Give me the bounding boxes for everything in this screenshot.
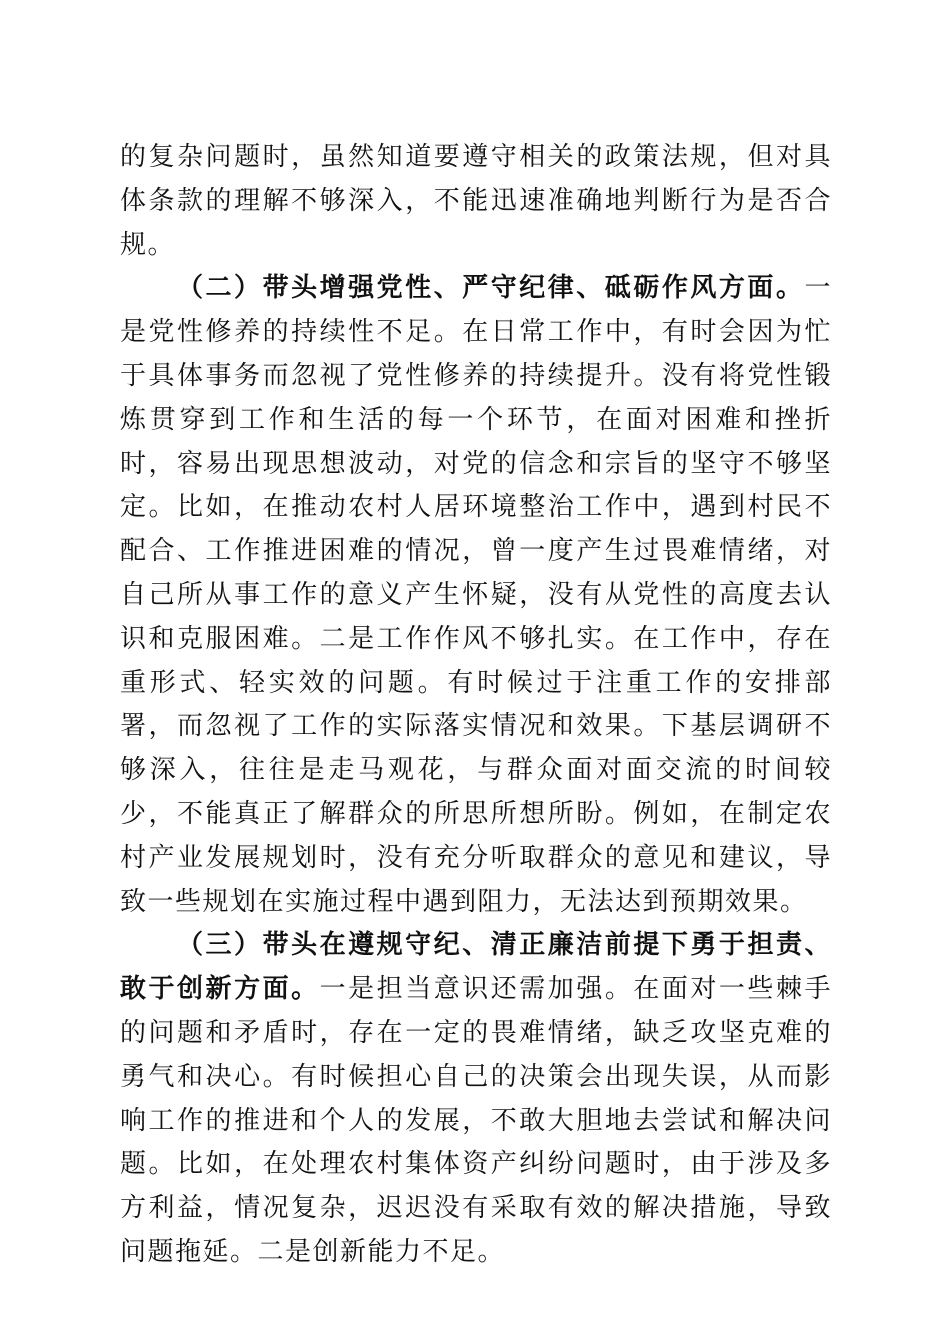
document-body — [120, 136, 832, 1275]
section-2-heading: （二）带头增强党性、严守纪律、砥砺作风方面。 — [177, 273, 805, 304]
paragraph-text: 的复杂问题时，虽然知道要遵守相关的政策法规，但对具体条款的理解不够深入，不能迅速准确地判断行为是否合规。 — [120, 142, 832, 260]
paragraph-section-2 — [120, 267, 832, 924]
paragraph-continuation — [120, 136, 832, 267]
section-3-heading: （三）带头在遵规守纪、清正廉洁前提下勇于担责、敢于创新方面。 — [120, 930, 832, 1005]
section-3-text: 一是担当意识还需加强。在面对一些棘手的问题和矛盾时，存在一定的畏难情绪，缺乏攻坚克难的勇气和决心。有时候担心自己的决策会出现失误，从而影响工作的推进和个人的发展，不敢大胆地去尝试和解决问题。比如，在处理农村集体资产纠纷问题时，由于涉及多方利益，情况复杂，迟迟没有采取有效的解决措施，导致问题拖延。二是创新能力不足。 — [120, 974, 832, 1267]
section-2-text: 一是党性修养的持续性不足。在日常工作中，有时会因为忙于具体事务而忽视了党性修养的持续提升。没有将党性锻炼贯穿到工作和生活的每一个环节，在面对困难和挫折时，容易出现思想波动，对党的信念和宗旨的坚守不够坚定。比如，在推动农村人居环境整治工作中，遇到村民不配合、工作推进困难的情况，曾一度产生过畏难情绪，对自己所从事工作的意义产生怀疑，没有从党性的高度去认识和克服困难。二是工作作风不够扎实。在工作中，存在重形式、轻实效的问题。有时候过于注重工作的安排部署，而忽视了工作的实际落实情况和效果。下基层调研不够深入，往往是走马观花，与群众面对面交流的时间较少，不能真正了解群众的所思所想所盼。例如，在制定农村产业发展规划时，没有充分听取群众的意见和建议，导致一些规划在实施过程中遇到阻力，无法达到预期效果。 — [120, 273, 832, 917]
paragraph-section-3 — [120, 924, 832, 1274]
